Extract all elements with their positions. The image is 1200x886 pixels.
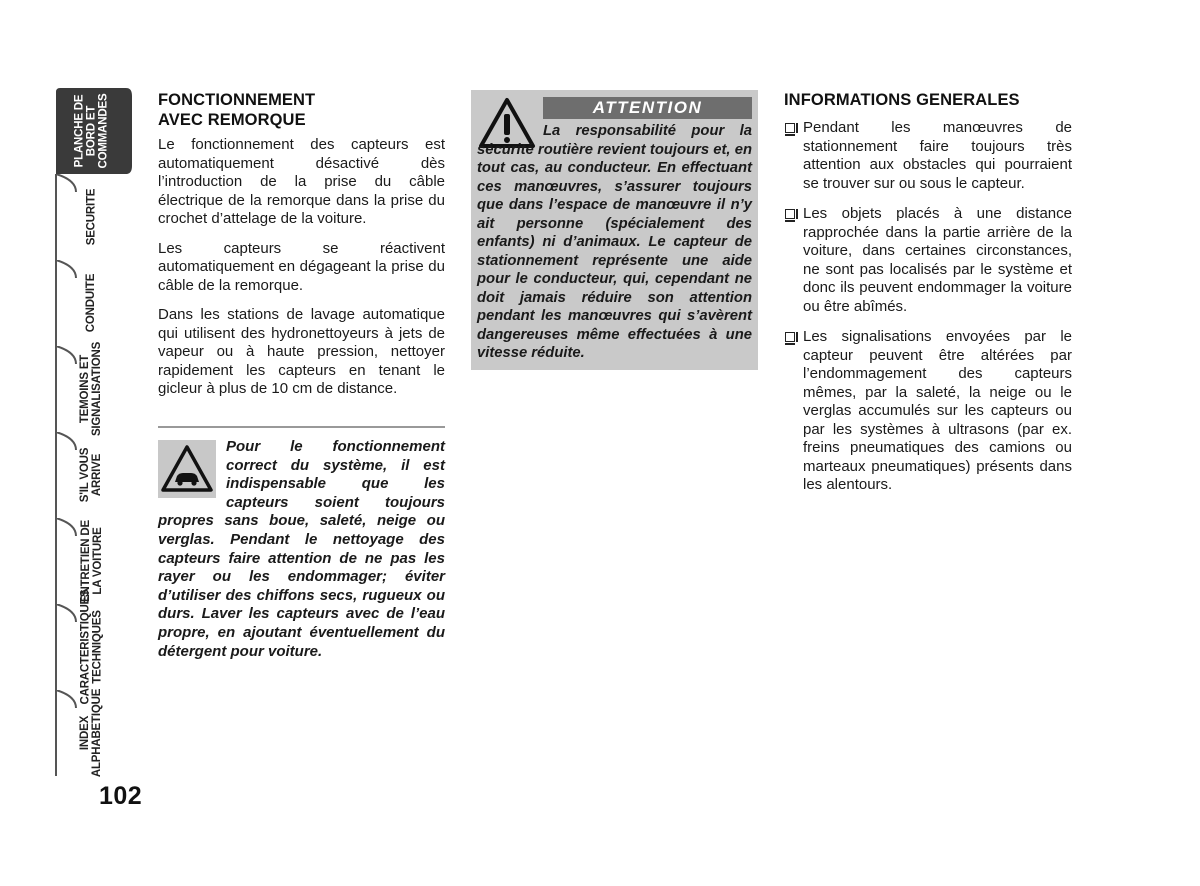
section-tabs: [51, 88, 132, 776]
tab-conduite[interactable]: [51, 260, 132, 346]
tab-securite[interactable]: [51, 174, 132, 260]
list-item-text: Pendant les manœuvres de stationnement faire toujours très attention aux obstacles qui pourraient se trouver sur ou sous le capteur.: [803, 119, 1072, 192]
checkbox-bullet-icon: [785, 209, 795, 219]
attention-text-wrap: [477, 122, 752, 363]
tab-label: CARACTERISTIQUES TECHNIQUES: [79, 589, 104, 705]
section-title: FONCTIONNEMENT AVEC REMORQUE: [158, 91, 316, 129]
list-item-text: Les signalisations envoyées par le capteur peuvent être altérées par l’endommagement des capteurs mêmes, par la saleté, la neige ou le verglas accumulés sur les capteurs ou par les systèmes à ultrasons (par ex. freins pneumatiques des camions ou marteaux pneumatiques) présents dans les alentours.: [803, 328, 1072, 493]
tab-caracteristiques[interactable]: [51, 589, 132, 705]
car-warning-icon: [158, 440, 216, 498]
attention-label: ATTENTION: [543, 97, 752, 119]
maintenance-note: [158, 426, 445, 661]
tab-index[interactable]: [51, 690, 132, 776]
attention-box: [471, 90, 758, 370]
tab-sil-vous-arrive[interactable]: [51, 432, 132, 518]
tab-label: CONDUITE: [85, 273, 98, 333]
tab-planche-de-bord[interactable]: [51, 88, 132, 174]
tab-label: ENTRETIEN DE LA VOITURE: [79, 520, 104, 602]
checkbox-bullet-icon: [785, 123, 795, 133]
tab-label: TEMOINS ET SIGNALISATIONS: [79, 341, 104, 437]
tab-label: PLANCHE DE BORD ET COMMANDES: [73, 93, 110, 169]
list-item: [784, 205, 1072, 316]
note-text: Pour le fonctionnement correct du système, il est indispensable que les capteurs soient toujours propres sans boue, saleté, neige ou verglas. Pendant le nettoyage des capteurs faire attention de ne pas les rayer ou les endommager; éviter d’utiliser des chiffons secs, rugueux ou durs. Laver les capteurs avec de l’eau propre, en ajoutant éventuellement du détergent pour voiture.: [158, 438, 445, 660]
section-title: INFORMATIONS GENERALES: [784, 91, 1020, 109]
list-item: [784, 328, 1072, 495]
tab-temoins[interactable]: [51, 341, 132, 437]
paragraph: Les capteurs se réactivent automatiquement en dégageant la prise du câble de la remorque.: [158, 239, 445, 294]
paragraph: Le fonctionnement des capteurs est automatiquement désactivé dès l’introduction de la prise du câble électrique de la remorque dans la prise du crochet d’attelage de la voiture.: [158, 136, 445, 227]
left-column: [158, 90, 445, 410]
list-item: [784, 119, 1072, 193]
attention-text: La responsabilité pour la sécurité routière revient toujours et, en tout cas, au conducteur. En effectuant ces manœuvres, s’assurer toujours que dans l’espace de manœuvre il n’y ait personne (spécialement des enfants) ni d’animaux. Le capteur de stationnement représente une aide pour le conducteur, qui, cependant ne doit jamais réduire son attention pendant les manœuvres qui s’avèrent dangereuses même effectuées à une vitesse réduite.: [477, 123, 752, 361]
tab-label: SECURITE: [85, 188, 98, 246]
page-number: 102: [99, 782, 143, 810]
paragraph: Dans les stations de lavage automatique qui utilisent des hydronettoyeurs à jets de vapeur ou à haute pression, nettoyer rapidement les capteurs en tenant le gicleur à plus de 10 cm de distance.: [158, 306, 445, 397]
right-column: [784, 90, 1072, 507]
tab-label: S'IL VOUS ARRIVE: [79, 447, 104, 503]
list-item-text: Les objets placés à une distance rapprochée dans la partie arrière de la voiture, dans certaines circonstances, ne sont pas localisés par le système et donc ils peuvent endommager la voiture ou être abîmés.: [803, 205, 1072, 315]
tab-label: INDEX ALPHABETIQUE: [79, 688, 104, 778]
checkbox-bullet-icon: [785, 332, 795, 342]
